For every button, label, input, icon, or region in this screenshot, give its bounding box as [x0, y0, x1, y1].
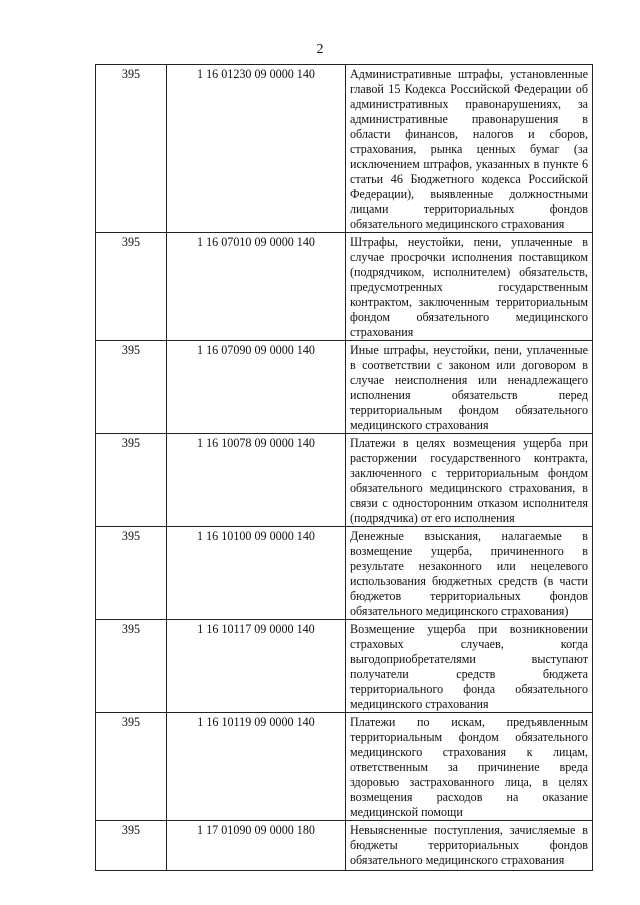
budget-code-cell: 1 16 01230 09 0000 140	[167, 65, 346, 233]
description-cell: Платежи по искам, предъявленным территориальным фондом обязательного медицинского страхования к лицам, ответственным за причинение вреда здоровью застрахованного лица, в целях возмещения расходов на оказание медицинской помощи	[346, 713, 593, 821]
admin-code-cell: 395	[96, 65, 167, 233]
description-cell: Иные штрафы, неустойки, пени, уплаченные в соответствии с законом или договором в случае неисполнения или ненадлежащего исполнения обязательств перед территориальным фондом обязательного медицинского страхования	[346, 341, 593, 434]
table-row	[96, 527, 593, 620]
table-row	[96, 434, 593, 527]
budget-code-cell: 1 16 10078 09 0000 140	[167, 434, 346, 527]
admin-code-cell: 395	[96, 821, 167, 871]
description-cell: Платежи в целях возмещения ущерба при расторжении государственного контракта, заключенного с территориальным фондом обязательного медицинского страхования, в связи с односторонним отказом исполнителя (подрядчика) от его исполнения	[346, 434, 593, 527]
budget-code-cell: 1 16 07010 09 0000 140	[167, 233, 346, 341]
revenue-codes-table	[95, 64, 593, 871]
description-cell: Штрафы, неустойки, пени, уплаченные в случае просрочки исполнения поставщиком (подрядчиком, исполнителем) обязательств, предусмотренных государственным контрактом, заключенным территориальным фондом обязательного медицинского страхования	[346, 233, 593, 341]
table-row	[96, 341, 593, 434]
description-cell: Денежные взыскания, налагаемые в возмещение ущерба, причиненного в результате незаконного или нецелевого использования бюджетных средств (в части бюджетов территориальных фондов обязательного медицинского страхования)	[346, 527, 593, 620]
admin-code-cell: 395	[96, 341, 167, 434]
table-row	[96, 620, 593, 713]
page-number: 2	[316, 42, 324, 57]
admin-code-cell: 395	[96, 233, 167, 341]
budget-code-cell: 1 16 10100 09 0000 140	[167, 527, 346, 620]
table-row	[96, 713, 593, 821]
description-cell: Возмещение ущерба при возникновении страховых случаев, когда выгодоприобретателями выступают получатели средств бюджета территориального фонда обязательного медицинского страхования	[346, 620, 593, 713]
table-row	[96, 65, 593, 233]
admin-code-cell: 395	[96, 527, 167, 620]
admin-code-cell: 395	[96, 713, 167, 821]
budget-code-cell: 1 16 10117 09 0000 140	[167, 620, 346, 713]
admin-code-cell: 395	[96, 620, 167, 713]
table-row	[96, 233, 593, 341]
admin-code-cell: 395	[96, 434, 167, 527]
budget-code-cell: 1 17 01090 09 0000 180	[167, 821, 346, 871]
budget-code-cell: 1 16 10119 09 0000 140	[167, 713, 346, 821]
description-cell: Невыясненные поступления, зачисляемые в бюджеты территориальных фондов обязательного медицинского страхования	[346, 821, 593, 871]
table-row	[96, 821, 593, 871]
description-cell: Административные штрафы, установленные главой 15 Кодекса Российской Федерации об административных правонарушениях, за административные правонарушения в области финансов, налогов и сборов, страхования, рынка ценных бумаг (за исключением штрафов, указанных в пункте 6 статьи 46 Бюджетного кодекса Российской Федерации), выявленные должностными лицами территориальных фондов обязательного медицинского страхования	[346, 65, 593, 233]
budget-code-cell: 1 16 07090 09 0000 140	[167, 341, 346, 434]
